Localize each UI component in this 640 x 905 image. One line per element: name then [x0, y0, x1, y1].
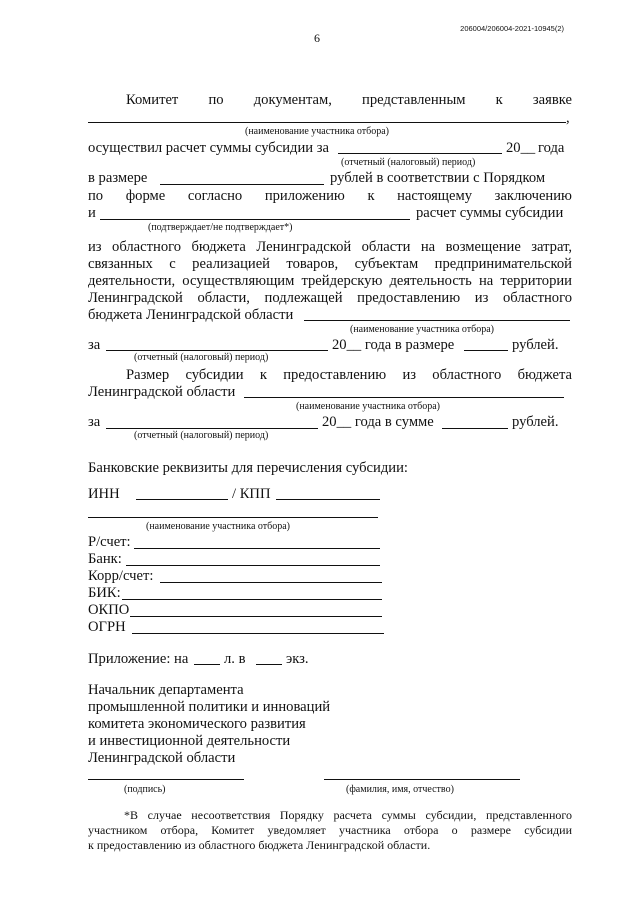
rubles-label-2: рублей. [512, 414, 559, 430]
for-label: за [88, 337, 101, 353]
calc-text: расчет суммы субсидии [416, 205, 564, 221]
attachment-middle: л. в [224, 651, 246, 667]
full-name-line [324, 779, 520, 780]
year-amount-text: 20__ года в размере [332, 337, 455, 353]
amount-line-2 [464, 350, 508, 351]
corr-account-label: Корр/счет: [88, 568, 154, 584]
amount-label: в размере [88, 170, 148, 186]
footnote-line-2: участником отбора, Комитет уведомляет участника отбора о размере субсидии [88, 823, 572, 837]
sum-line [442, 428, 508, 429]
and-label: и [88, 205, 96, 221]
calc-line-start: осуществил расчет суммы субсидии за [88, 140, 329, 156]
caption-bank-participant: (наименование участника отбора) [146, 521, 290, 532]
region-label: Ленинградской области [88, 384, 236, 400]
footnote-line-1: *В случае несоответствия Порядку расчета суммы субсидии, представленного [124, 808, 572, 822]
footnote-line-3: к предоставлению из областного бюджета Ленинградской области. [88, 838, 431, 852]
bank-heading: Банковские реквизиты для перечисления субсидии: [88, 460, 408, 476]
bik-line [122, 599, 382, 600]
participant-line-2 [304, 320, 570, 321]
year-sum-text: 20__ года в сумме [322, 414, 434, 430]
caption-full-name: (фамилия, имя, отчество) [346, 784, 454, 795]
caption-participant-2: (наименование участника отбора) [350, 324, 494, 335]
bank-line [126, 565, 380, 566]
signatory-line-4: и инвестиционной деятельности [88, 733, 291, 749]
caption-period-2: (отчетный (налоговый) период) [134, 352, 269, 363]
okpo-line [130, 616, 382, 617]
year-prefix: 20__ [506, 140, 536, 156]
committee-line: Комитет по документам, представленным к заявке [126, 92, 572, 108]
signatory-line-5: Ленинградской области [88, 750, 236, 766]
signatory-line-2: промышленной политики и инноваций [88, 699, 331, 715]
caption-period-3: (отчетный (налоговый) период) [134, 430, 269, 441]
para-line-3: деятельности, осуществляющим трейдерскую деятельность на территории [88, 273, 572, 289]
bank-participant-line [88, 517, 378, 518]
period-line-2 [106, 350, 328, 351]
kpp-line [276, 499, 380, 500]
inn-line [136, 499, 228, 500]
budget-label: бюджета Ленинградской области [88, 307, 294, 323]
attachment-suffix: экз. [286, 651, 309, 667]
kpp-label: / КПП [232, 486, 271, 502]
document-id: 206004/206004-2021-10945(2) [460, 24, 564, 33]
caption-confirm: (подтверждает/не подтверждает*) [148, 222, 293, 233]
caption-participant-3: (наименование участника отбора) [296, 401, 440, 412]
form-line: по форме согласно приложению к настоящему заключению [88, 188, 572, 204]
para-line-2: связанных с реализацией товаров, субъектам предпринимательской [88, 256, 572, 272]
para-line-4: Ленинградской области, подлежащей предоставлению из областного [88, 290, 572, 306]
caption-period: (отчетный (налоговый) период) [341, 157, 476, 168]
account-line [134, 548, 380, 549]
ogrn-line [132, 633, 384, 634]
page-number: 6 [314, 31, 320, 45]
okpo-label: ОКПО [88, 602, 130, 618]
period-line [338, 153, 502, 154]
caption-signature: (подпись) [124, 784, 166, 795]
amount-line [160, 184, 324, 185]
period-line-3 [106, 428, 318, 429]
caption-participant: (наименование участника отбора) [245, 126, 389, 137]
subsidy-size-line: Размер субсидии к предоставлению из областного бюджета [126, 367, 572, 383]
participant-name-line [88, 122, 566, 123]
for-label-2: за [88, 414, 101, 430]
attachment-prefix: Приложение: на [88, 651, 189, 667]
corr-account-line [160, 582, 382, 583]
copies-line [256, 664, 282, 665]
bik-label: БИК: [88, 585, 121, 601]
participant-line-3 [244, 397, 564, 398]
ogrn-label: ОГРН [88, 619, 126, 635]
bank-label: Банк: [88, 551, 122, 567]
signature-line [88, 779, 244, 780]
signatory-line-1: Начальник департамента [88, 682, 244, 698]
inn-label: ИНН [88, 486, 120, 502]
sheets-line [194, 664, 220, 665]
year-label: года [538, 140, 565, 156]
signatory-line-3: комитета экономического развития [88, 716, 306, 732]
account-label: Р/счет: [88, 534, 131, 550]
order-text: рублей в соответствии с Порядком [330, 170, 546, 186]
confirm-line [100, 219, 410, 220]
para-line-1: из областного бюджета Ленинградской области на возмещение затрат, [88, 239, 572, 255]
rubles-label: рублей. [512, 337, 559, 353]
comma: , [566, 110, 570, 126]
